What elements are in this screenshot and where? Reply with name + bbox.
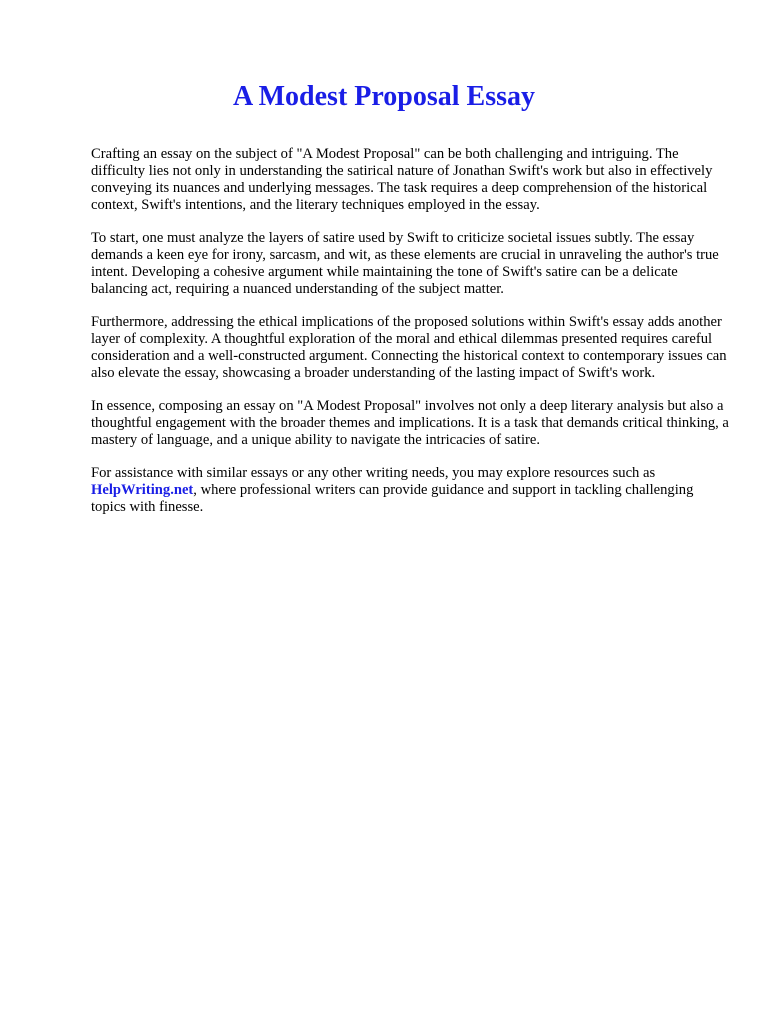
closing-text-before-link: For assistance with similar essays or any other writing needs, you may explore resources such as bbox=[91, 465, 656, 481]
closing-text-after-link: , where professional writers can provide guidance and support in tackling challenging topics with finesse. bbox=[91, 482, 694, 515]
document-body bbox=[91, 146, 731, 532]
paragraph-1: Crafting an essay on the subject of "A Modest Proposal" can be both challenging and intriguing. The difficulty lies not only in understanding the satirical nature of Jonathan Swift's work but also in effectively conveying its nuances and underlying messages. The task requires a deep comprehension of the historical context, Swift's intentions, and the literary techniques employed in the essay. bbox=[91, 146, 713, 213]
closing-paragraph bbox=[91, 465, 731, 516]
helpwriting-link[interactable]: HelpWriting.net bbox=[91, 482, 194, 498]
document-title: A Modest Proposal Essay bbox=[232, 81, 536, 112]
paragraph-3: Furthermore, addressing the ethical implications of the proposed solutions within Swift's essay adds another layer of complexity. A thoughtful exploration of the moral and ethical dilemmas presented requires careful consideration and a well-constructed argument. Connecting the historical context to contemporary issues can also elevate the essay, showcasing a broader understanding of the lasting impact of Swift's work. bbox=[91, 314, 727, 381]
paragraph-2: To start, one must analyze the layers of satire used by Swift to criticize societal issues subtly. The essay demands a keen eye for irony, sarcasm, and wit, as these elements are crucial in unraveling the author's true intent. Developing a cohesive argument while maintaining the tone of Swift's satire can be a delicate balancing act, requiring a nuanced understanding of the subject matter. bbox=[91, 230, 719, 297]
paragraph-4: In essence, composing an essay on "A Modest Proposal" involves not only a deep literary analysis but also a thoughtful engagement with the broader themes and implications. It is a task that demands critical thinking, a mastery of language, and a unique ability to navigate the intricacies of satire. bbox=[91, 398, 729, 448]
